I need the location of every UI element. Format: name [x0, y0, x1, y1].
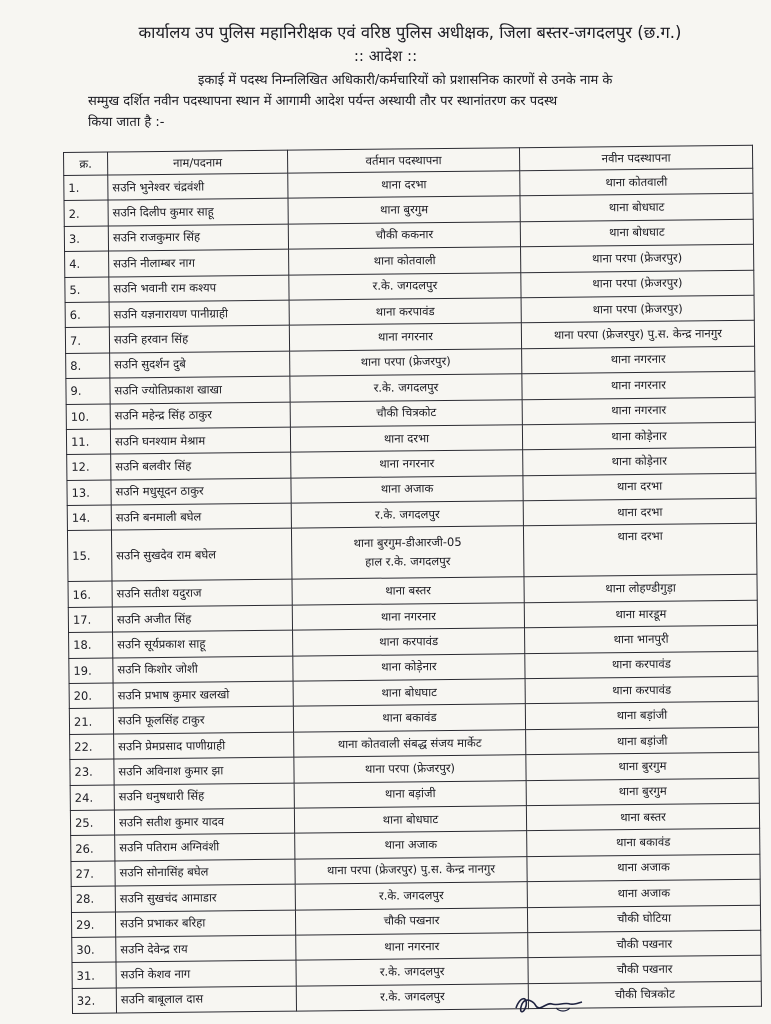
current-posting-line: र.के. जगदलपुर [372, 278, 438, 294]
new-posting-cell: थाना कोड़ेनार [523, 448, 756, 476]
current-posting-line: थाना अजाक [384, 837, 438, 852]
name-designation-cell: सउनि धनुषधारी सिंह [114, 783, 294, 810]
serial-number-cell: 14. [67, 505, 111, 531]
name-designation-cell: सउनि फूलसिंह टाकुर [113, 707, 293, 734]
serial-number-cell: 22. [70, 734, 114, 760]
new-posting-cell: थाना दरभा [523, 498, 756, 526]
current-posting-cell [291, 526, 524, 579]
current-posting-cell [289, 272, 521, 300]
serial-number-cell: 23. [70, 759, 114, 785]
new-posting-cell: थाना लोहण्डीगुड़ा [524, 575, 757, 603]
new-posting-cell: चौकी पखनार [528, 956, 761, 984]
new-posting-cell: थाना करपावंड [525, 676, 758, 704]
serial-number-cell: 25. [70, 810, 114, 836]
current-posting-line: थाना दरभा [381, 176, 427, 192]
new-posting-cell: थाना दरभा [523, 524, 757, 577]
current-posting-cell [289, 298, 521, 326]
preamble-line-1: इकाई में पदस्थ निम्नलिखित अधिकारी/कर्मचारियों को प्रशासनिक कारणों से उनके नाम के [198, 73, 613, 88]
new-posting-cell: थाना बड़ांजी [526, 727, 759, 755]
name-designation-cell: सउनि घनश्याम मेश्राम [110, 427, 290, 454]
current-posting-line: चौकी ककनार [375, 227, 434, 243]
new-posting-cell: थाना नगरनार [522, 346, 755, 374]
name-designation-cell: सउनि बनमाली बघेल [111, 503, 291, 530]
new-posting-cell: चौकी घोटिया [527, 905, 760, 933]
name-designation-cell: सउनि केशव नाग [116, 960, 296, 987]
current-posting-cell [288, 221, 520, 249]
transfer-table-body [64, 168, 762, 1013]
current-posting-line: थाना परपा (फ्रेजरपुर) [364, 760, 456, 776]
office-header: कार्यालय उप पुलिस महानिरीक्षक एवं वरिष्ठ पुलिस अधीक्षक, जिला बस्तर-जगदलपुर (छ.ग.) [138, 23, 682, 42]
name-designation-cell: सउनि भुनेश्वर चंद्रवंशी [108, 173, 288, 200]
current-posting-line: थाना बोधघाट [381, 684, 438, 700]
name-designation-cell: सउनि महेन्द्र सिंह ठाकुर [110, 402, 290, 429]
current-posting-cell [295, 907, 527, 935]
current-posting-cell [296, 933, 528, 961]
new-posting-cell: थाना बोधघाट [520, 219, 753, 247]
new-posting-cell: थाना बस्तर [526, 803, 759, 831]
serial-number-cell: 8. [66, 353, 110, 379]
current-posting-line: चौकी पखनार [383, 913, 440, 928]
new-posting-cell: थाना कोड़ेनार [522, 422, 755, 450]
name-designation-cell: सउनि प्रभाकर बरिहा [115, 910, 295, 937]
serial-number-cell: 9. [66, 378, 110, 404]
current-posting-cell [291, 501, 523, 529]
serial-number-cell: 5. [65, 277, 109, 303]
serial-number-cell: 6. [65, 302, 109, 328]
current-posting-line: थाना बस्तर [385, 583, 432, 598]
serial-number-cell: 1. [64, 175, 108, 201]
name-designation-cell: सउनि दिलीप कुमार साहू [108, 199, 288, 226]
new-posting-cell: थाना बड़ांजी [525, 702, 758, 730]
current-posting-cell [294, 806, 526, 834]
new-posting-cell: चौकी पखनार [528, 930, 761, 958]
new-posting-cell: थाना कोतवाली [520, 168, 753, 196]
new-posting-cell: थाना दरभा [523, 473, 756, 501]
serial-number-cell: 24. [70, 785, 114, 811]
current-posting-cell [290, 425, 522, 453]
order-preamble [88, 70, 753, 133]
serial-number-cell: 31. [72, 962, 116, 988]
current-posting-line: थाना कोड़ेनार [381, 659, 437, 675]
current-posting-line: थाना नगरनार [379, 456, 435, 471]
name-designation-cell: सउनि पतिराम अग्निवंशी [115, 833, 295, 860]
current-posting-cell [289, 247, 521, 275]
current-posting-cell [291, 450, 523, 478]
name-designation-cell: सउनि बाबूलाल दास [116, 986, 296, 1013]
serial-number-cell: 3. [64, 226, 108, 252]
current-posting-line: र.के. जगदलपुर [379, 964, 445, 979]
current-posting-cell [293, 653, 525, 681]
new-posting-cell: थाना नगरनार [522, 397, 755, 425]
name-designation-cell: सउनि सतीश कुमार यादव [114, 808, 294, 835]
current-posting-line: र.के. जगदलपुर [374, 506, 440, 522]
current-posting-line: थाना परपा (फ्रेजरपुर) पु.स. केन्द्र नानगुर [326, 861, 496, 878]
current-posting-line: र.के. जगदलपुर [378, 887, 444, 903]
serial-number-cell: 30. [72, 937, 116, 963]
current-posting-line: थाना परपा (फ्रेजरपुर) [360, 354, 451, 370]
current-posting-cell [288, 196, 520, 224]
current-posting-line: थाना नगरनार [380, 608, 436, 624]
serial-number-cell: 18. [69, 632, 113, 658]
current-posting-line: थाना बकावंड [382, 710, 437, 725]
serial-number-cell: 15. [67, 530, 112, 581]
new-posting-cell: थाना बकावंड [527, 829, 760, 857]
current-posting-line: थाना दरभा [383, 430, 430, 446]
header-name-designation: नाम/पदनाम [108, 150, 288, 175]
new-posting-cell: थाना मारडूम [524, 600, 757, 628]
name-designation-cell: सउनि देवेन्द्र राय [116, 935, 296, 962]
order-title: :: आदेश :: [353, 47, 418, 65]
current-posting-line: थाना नगरनार [384, 938, 440, 954]
name-designation-cell: सउनि ज्योतिप्रकाश खाखा [110, 376, 290, 403]
new-posting-cell: चौकी चित्रकोट [528, 981, 761, 1009]
current-posting-cell [293, 679, 525, 707]
current-posting-line: थाना करपावंड [375, 303, 435, 319]
name-designation-cell: सउनि अजीत सिंह [112, 605, 292, 632]
current-posting-line: थाना अजाक [380, 481, 434, 497]
new-posting-cell: थाना करपावंड [525, 651, 758, 679]
handwritten-signature [512, 988, 592, 1018]
serial-number-cell: 7. [65, 327, 109, 353]
name-designation-cell: सउनि सुदर्शन दुबे [110, 351, 290, 378]
new-posting-cell: थाना बुरगुम [526, 778, 759, 806]
name-designation-cell: सउनि हरवान सिंह [109, 325, 289, 352]
serial-number-cell: 10. [66, 404, 110, 430]
current-posting-cell [295, 856, 527, 884]
new-posting-cell: थाना अजाक [527, 879, 760, 907]
name-designation-cell: सउनि सुखचंद आमाडार [115, 884, 295, 911]
serial-number-cell: 20. [69, 683, 113, 709]
current-posting-line: थाना बुरगुम [380, 202, 429, 217]
current-posting-cell [289, 323, 521, 351]
current-posting-line: थाना कोतवाली [373, 252, 436, 268]
serial-number-cell: 32. [72, 988, 116, 1014]
serial-number-cell: 12. [67, 454, 111, 480]
current-posting-cell [294, 755, 526, 783]
serial-number-cell: 2. [64, 200, 108, 226]
new-posting-cell: थाना परपा (फ्रेजरपुर) पु.स. केन्द्र नानगुर [521, 321, 754, 349]
current-posting-cell [292, 577, 524, 605]
new-posting-cell: थाना परपा (फ्रेजरपुर) [521, 244, 754, 272]
header-serial: क्र. [64, 152, 108, 175]
current-posting-line: थाना बड़ांजी [384, 786, 436, 801]
name-designation-cell: सउनि सुखदेव राम बघेल [111, 529, 292, 582]
serial-number-cell: 13. [67, 480, 111, 506]
current-posting-cell [292, 603, 524, 631]
current-posting-cell [295, 882, 527, 910]
current-posting-line: र.के. जगदलपुर [379, 989, 445, 1005]
current-posting-line: थाना बुरगुम-डीआरजी-05 [353, 535, 462, 551]
current-posting-line: चौकी चित्रकोट [376, 405, 437, 420]
name-designation-cell: सउनि नीलाम्बर नाग [109, 249, 289, 276]
current-posting-cell [291, 475, 523, 503]
new-posting-cell: थाना परपा (फ्रेजरपुर) [521, 295, 754, 323]
current-posting-cell [290, 374, 522, 402]
new-posting-cell: थाना भानपुरी [525, 626, 758, 654]
serial-number-cell: 4. [65, 251, 109, 277]
preamble-line-2: सम्मुख दर्शित नवीन पदस्थापना स्थान में आगामी आदेश पर्यन्त अस्थायी तौर पर स्थानांतरण कर पदस्थ [88, 94, 558, 109]
current-posting-line: थाना बोधघाट [382, 811, 439, 827]
serial-number-cell: 11. [66, 429, 110, 455]
serial-number-cell: 27. [71, 861, 115, 887]
header-new-posting: नवीन पदस्थापना [519, 145, 752, 170]
current-posting-cell [290, 348, 522, 376]
new-posting-cell: थाना बोधघाट [520, 194, 753, 222]
serial-number-cell: 29. [71, 912, 115, 938]
current-posting-cell [295, 831, 527, 859]
current-posting-cell [294, 730, 526, 758]
transfer-table [63, 145, 762, 1014]
name-designation-cell: सउनि मधुसूदन ठाकुर [111, 478, 291, 505]
name-designation-cell: सउनि सतीश यदुराज [112, 580, 292, 607]
current-posting-line: हाल र.के. जगदलपुर [365, 554, 451, 570]
name-designation-cell: सउनि प्रभाष कुमार खलखो [113, 681, 293, 708]
current-posting-line: र.के. जगदलपुर [373, 379, 439, 395]
current-posting-cell [294, 780, 526, 808]
name-designation-cell: सउनि सोनासिंह बघेल [115, 859, 295, 886]
name-designation-cell: सउनि बलवीर सिंह [111, 452, 291, 479]
current-posting-line: थाना कोतवाली संबद्ध संजय मार्केट [337, 735, 482, 751]
serial-number-cell: 17. [68, 607, 112, 633]
name-designation-cell: सउनि राजकुमार सिंह [108, 224, 288, 251]
serial-number-cell: 21. [69, 708, 113, 734]
name-designation-cell: सउनि सूर्यप्रकाश साहू [113, 630, 293, 657]
name-designation-cell: सउनि यज्ञनारायण पानीग्राही [109, 300, 289, 327]
current-posting-cell [296, 958, 528, 986]
name-designation-cell: सउनि प्रेमप्रसाद पाणीग्राही [114, 732, 294, 759]
preamble-line-3: किया जाता है :- [88, 115, 165, 130]
current-posting-cell [293, 628, 525, 656]
name-designation-cell: सउनि भवानी राम कश्यप [109, 275, 289, 302]
current-posting-cell [290, 399, 522, 427]
header-current-posting: वर्तमान पदस्थापना [287, 148, 519, 173]
current-posting-cell [288, 171, 520, 199]
new-posting-cell: थाना बुरगुम [526, 752, 759, 780]
new-posting-cell: थाना नगरनार [522, 371, 755, 399]
current-posting-line: थाना करपावंड [379, 634, 439, 649]
new-posting-cell: थाना अजाक [527, 854, 760, 882]
current-posting-cell [296, 983, 528, 1011]
name-designation-cell: सउनि अविनाश कुमार झा [114, 757, 294, 784]
current-posting-cell [293, 704, 525, 732]
serial-number-cell: 16. [68, 581, 112, 607]
new-posting-cell: थाना परपा (फ्रेजरपुर) [521, 270, 754, 298]
serial-number-cell: 19. [69, 658, 113, 684]
table-row [67, 524, 756, 582]
serial-number-cell: 28. [71, 886, 115, 912]
name-designation-cell: सउनि किशोर जोशी [113, 656, 293, 683]
current-posting-line: थाना नगरनार [377, 329, 434, 344]
serial-number-cell: 26. [71, 835, 115, 861]
